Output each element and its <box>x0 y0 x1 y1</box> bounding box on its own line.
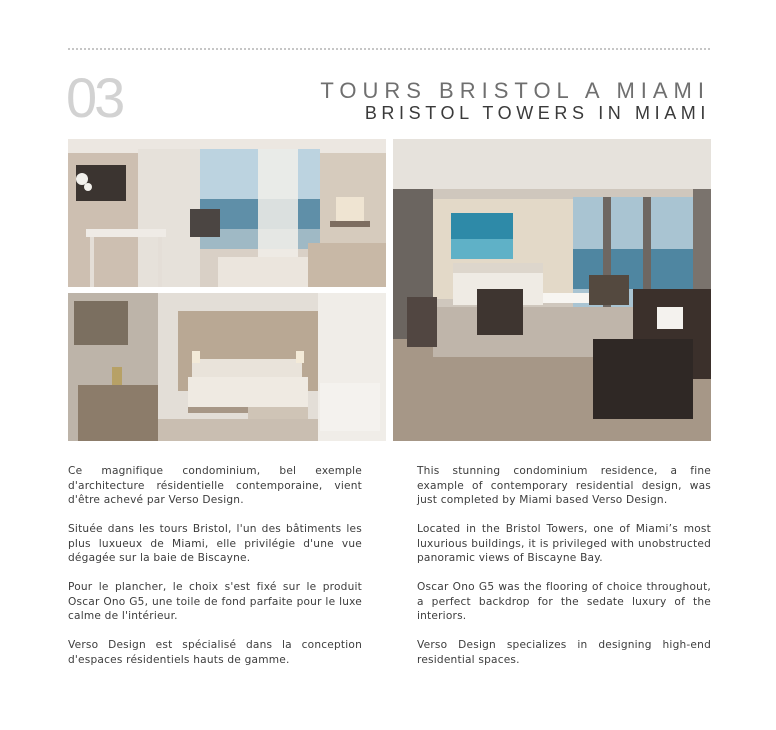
section-number: 03 <box>66 66 123 129</box>
english-text-column <box>417 464 711 682</box>
paragraph-en-1: This stunning condominium residence, a fine example of contemporary residential design, was just completed by Miami based Verso Design. <box>417 465 711 506</box>
paragraph-en-3: Oscar Ono G5 was the flooring of choice throughout, a perfect backdrop for the sedate luxury of the interiors. <box>417 581 711 622</box>
master-bedroom-photo <box>68 293 386 441</box>
paragraph-fr-3: Pour le plancher, le choix s'est fixé sur le produit Oscar Ono G5, une toile de fond parfaite pour le luxe calme de l'intérieur. <box>68 581 362 622</box>
living-room-photo <box>393 139 711 441</box>
paragraph-en-2: Located in the Bristol Towers, one of Miami’s most luxurious buildings, it is privileged with unobstructed panoramic views of Biscayne Bay. <box>417 523 711 564</box>
bedroom-ocean-view-photo <box>68 139 386 287</box>
paragraph-en-4: Verso Design specializes in designing high-end residential spaces. <box>417 639 711 666</box>
dotted-divider <box>68 48 710 50</box>
paragraph-fr-4: Verso Design est spécialisé dans la conception d'espaces résidentiels hauts de gamme. <box>68 639 362 666</box>
title-french: TOURS BRISTOL A MIAMI <box>320 78 710 103</box>
paragraph-fr-1: Ce magnifique condominium, bel exemple d'architecture résidentielle contemporaine, vient d'être achevé par Verso Design. <box>68 465 362 506</box>
title-english: BRISTOL TOWERS IN MIAMI <box>364 103 710 123</box>
paragraph-fr-2: Située dans les tours Bristol, l'un des bâtiments les plus luxueux de Miami, elle privilégie d'une vue dégagée sur la baie de Biscayne. <box>68 523 362 564</box>
french-text-column <box>68 464 362 682</box>
